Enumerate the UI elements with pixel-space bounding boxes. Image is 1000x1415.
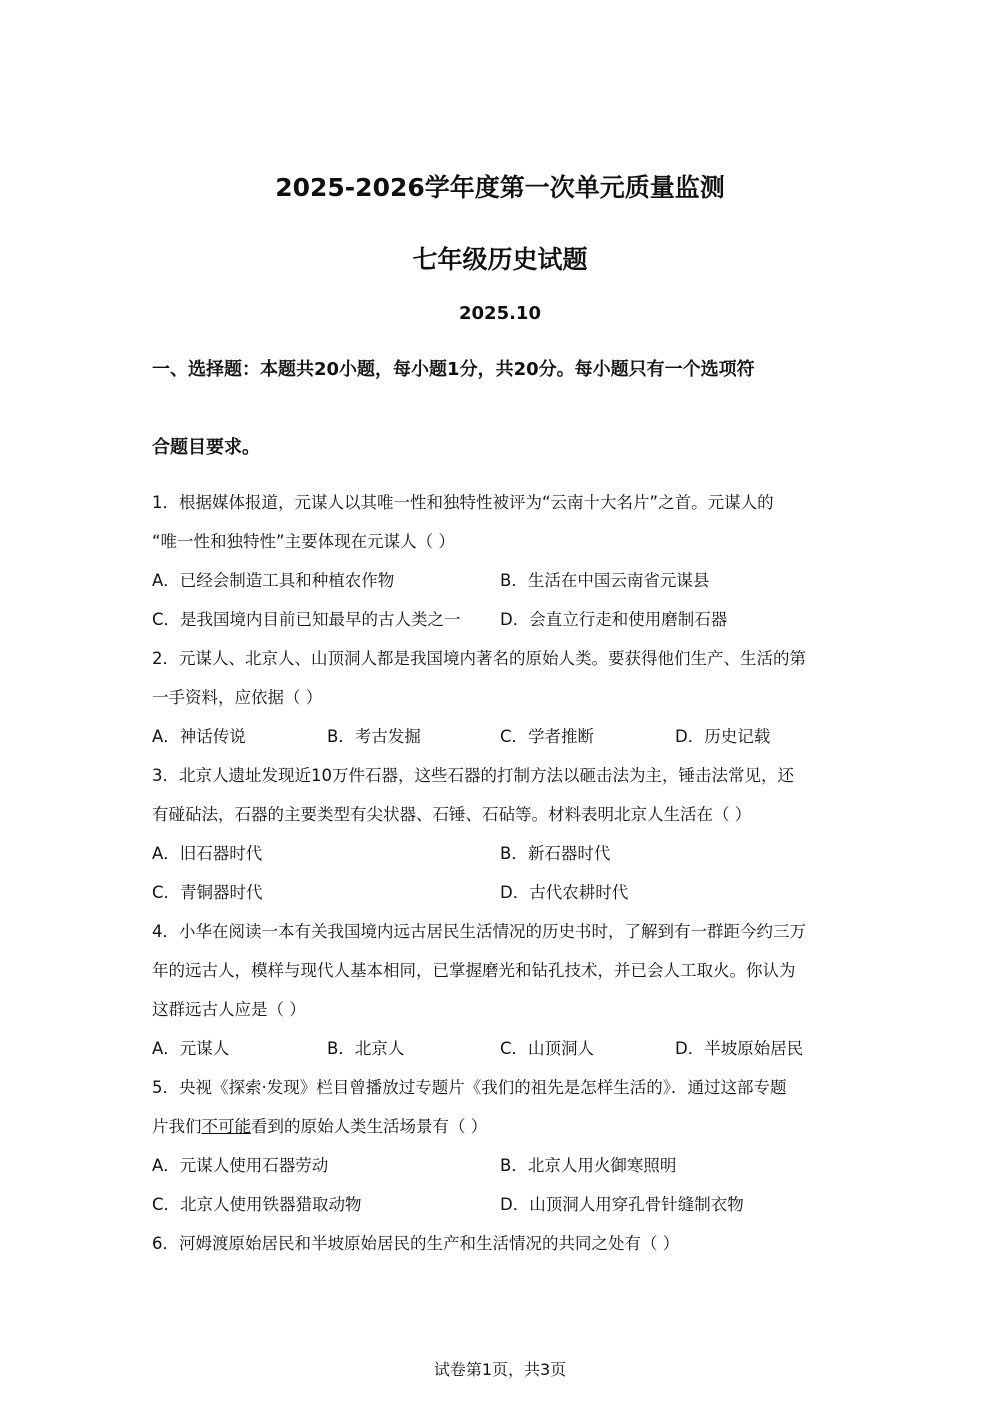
question-5-stem-line1: 5．央视《探索·发现》栏目曾播放过专题片《我们的祖先是怎样生活的》．通过这部专题	[152, 1078, 787, 1097]
question-4-option-d: D．半坡原始居民	[675, 1039, 804, 1058]
question-2-stem-line1: 2．元谋人、北京人、山顶洞人都是我国境内著名的原始人类。要获得他们生产、生活的第	[152, 649, 806, 668]
section-heading-line2: 合题目要求。	[152, 437, 260, 458]
exam-subtitle: 七年级历史试题	[412, 245, 588, 274]
question-3-option-a: A．旧石器时代	[152, 844, 263, 863]
question-3-stem-line2: 有碰砧法，石器的主要类型有尖状器、石锤、石砧等。材料表明北京人生活在（ ）	[152, 805, 752, 824]
question-3-option-d: D．古代农耕时代	[500, 883, 629, 902]
question-2-option-c: C．学者推断	[500, 727, 595, 746]
question-5-option-a: A．元谋人使用石器劳动	[152, 1156, 329, 1175]
question-3-stem-line1: 3．北京人遗址发现近10万件石器，这些石器的打制方法以砸击法为主，锤击法常见，还	[152, 766, 794, 785]
question-1-stem-line1: 1．根据媒体报道，元谋人以其唯一性和独特性被评为“云南十大名片”之首。元谋人的	[152, 493, 774, 512]
question-1-option-a: A．已经会制造工具和种植农作物	[152, 571, 395, 590]
question-3-option-c: C．青铜器时代	[152, 883, 263, 902]
question-2-stem-line2: 一手资料，应依据（ ）	[152, 688, 323, 707]
question-4-stem-line1: 4．小华在阅读一本有关我国境内远古居民生活情况的历史书时，了解到有一群距今约三万	[152, 922, 806, 941]
exam-title: 2025-2026学年度第一次单元质量监测	[275, 173, 725, 202]
question-5-emphasis-underline: 不可能	[201, 1117, 251, 1136]
question-1-option-d: D．会直立行走和使用磨制石器	[500, 610, 728, 629]
question-4-stem-line2: 年的远古人，模样与现代人基本相同，已掌握磨光和钻孔技术，并已会人工取火。你认为	[152, 961, 796, 980]
section-heading-line1: 一、选择题：本题共20小题，每小题1分，共20分。每小题只有一个选项符	[152, 359, 755, 380]
question-3-option-b: B．新石器时代	[500, 844, 611, 863]
question-2-option-b: B．考古发掘	[327, 727, 421, 746]
question-5-stem-line2	[152, 1113, 487, 1137]
question-1-stem-line2: “唯一性和独特性”主要体现在元谋人（ ）	[152, 532, 455, 551]
question-1-option-c: C．是我国境内目前已知最早的古人类之一	[152, 610, 461, 629]
question-2-option-a: A．神话传说	[152, 727, 246, 746]
question-5-option-c: C．北京人使用铁器猎取动物	[152, 1195, 362, 1214]
question-5-option-d: D．山顶洞人用穿孔骨针缝制衣物	[500, 1195, 744, 1214]
page-footer: 试卷第1页，共3页	[433, 1360, 567, 1379]
question-5-stem-post: 看到的原始人类生活场景有（ ）	[251, 1117, 488, 1136]
question-4-stem-line3: 这群远古人应是（ ）	[152, 1000, 306, 1019]
question-5-stem-pre: 片我们	[152, 1117, 202, 1136]
question-4-option-a: A．元谋人	[152, 1039, 230, 1058]
question-4-option-c: C．山顶洞人	[500, 1039, 595, 1058]
exam-date: 2025.10	[459, 303, 541, 324]
question-6-stem-line1: 6．河姆渡原始居民和半坡原始居民的生产和生活情况的共同之处有（ ）	[152, 1234, 680, 1253]
question-5-option-b: B．北京人用火御寒照明	[500, 1156, 677, 1175]
question-1-option-b: B．生活在中国云南省元谋县	[500, 571, 710, 590]
question-4-option-b: B．北京人	[327, 1039, 405, 1058]
question-2-option-d: D．历史记载	[675, 727, 771, 746]
